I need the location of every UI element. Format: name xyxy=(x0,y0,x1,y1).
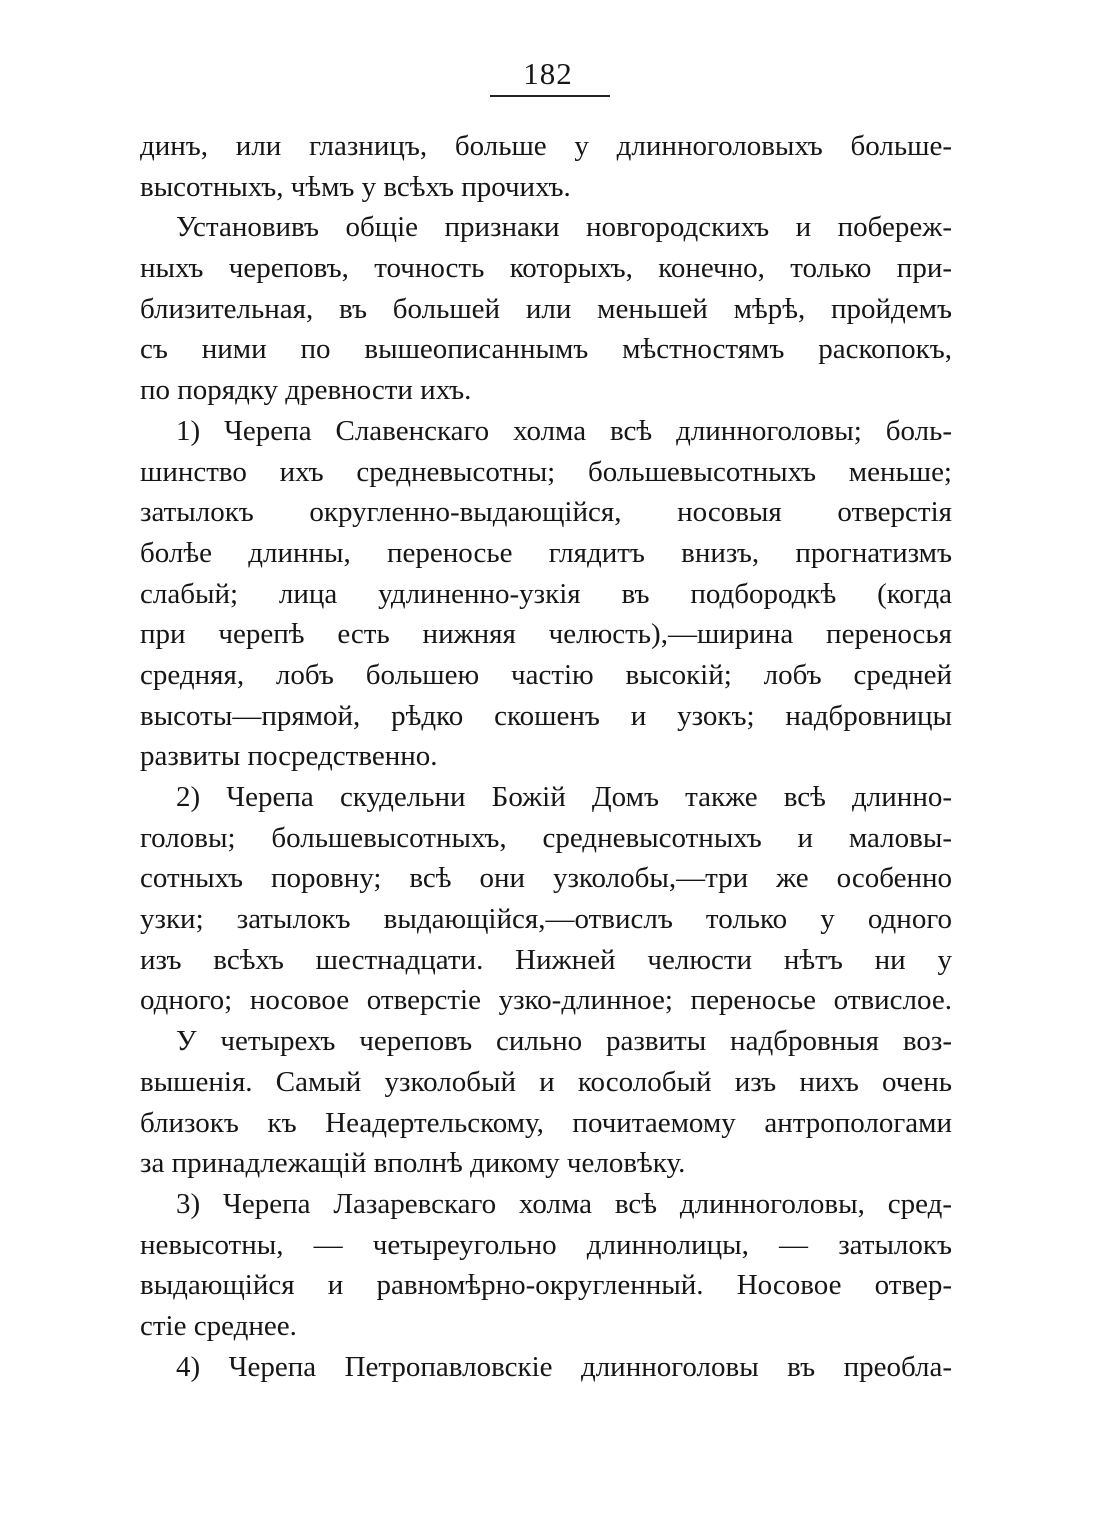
text-line: узки; затылокъ выдающійся,—отвислъ только у одного xyxy=(140,903,952,936)
text-line: одного; носовое отверстіе узко-длинное; переносье отвислое. xyxy=(140,984,952,1017)
text-line: слабый; лица удлиненно-узкія въ подбородкѣ (когда xyxy=(140,577,952,610)
text-line: высотныхъ, чѣмъ у всѣхъ прочихъ. xyxy=(140,170,571,203)
text-line: 2) Черепа скудельни Божій Домъ также всѣ длинно- xyxy=(176,781,952,813)
text-line: 4) Черепа Петропавловскіе длинноголовы въ преобла- xyxy=(176,1350,952,1383)
text-line: вышенія. Самый узколобый и косолобый изъ нихъ очень xyxy=(140,1065,952,1098)
text-line: У четырехъ череповъ сильно развиты надбровныя воз- xyxy=(176,1025,952,1058)
text-line: стіе среднее. xyxy=(140,1309,297,1342)
text-line: при черепѣ есть нижняя челюсть),—ширина переносья xyxy=(140,618,952,651)
text-line: развиты посредственно. xyxy=(140,740,438,773)
text-line: за принадлежащій вполнѣ дикому человѣку. xyxy=(140,1147,686,1180)
text-line: головы; большевысотныхъ, средневысотныхъ и маловы- xyxy=(140,821,952,854)
text-line: выдающійся и равномѣрно-округленный. Носовое отвер- xyxy=(140,1269,952,1302)
text-line: 1) Черепа Славенскаго холма всѣ длинноголовы; боль- xyxy=(176,414,952,447)
text-line: 3) Черепа Лазаревскаго холма всѣ длинноголовы, сред- xyxy=(176,1187,952,1220)
text-line: средняя, лобъ большею частію высокій; лобъ средней xyxy=(140,658,952,691)
text-line: ныхъ череповъ, точность которыхъ, конечно, только при- xyxy=(140,252,952,285)
text-line: шинство ихъ средневысотны; большевысотныхъ меньше; xyxy=(140,455,952,488)
text-line: по порядку древности ихъ. xyxy=(140,374,472,407)
text-line: съ ними по вышеописаннымъ мѣстностямъ раскопокъ, xyxy=(140,333,952,366)
text-line: близительная, въ большей или меньшей мѣрѣ, пройдемъ xyxy=(140,292,952,325)
text-line: изъ всѣхъ шестнадцати. Нижней челюсти нѣтъ ни у xyxy=(140,943,952,976)
text-line: невысотны, — четыреугольно длиннолицы, — затылокъ xyxy=(140,1228,952,1261)
body-text xyxy=(140,126,952,1387)
text-line: болѣе длинны, переносье глядитъ внизъ, прогнатизмъ xyxy=(140,536,952,569)
page-number-rule xyxy=(490,95,610,97)
text-line: близокъ къ Неадертельскому, почитаемому антропологами xyxy=(140,1106,952,1139)
text-line: сотныхъ поровну; всѣ они узколобы,—три же особенно xyxy=(140,862,952,895)
text-line: затылокъ округленно-выдающійся, носовыя отверстія xyxy=(140,496,952,529)
text-line: высоты—прямой, рѣдко скошенъ и узокъ; надбровницы xyxy=(140,699,952,732)
text-line: Установивъ общіе признаки новгородскихъ и побереж- xyxy=(176,211,952,244)
text-line: динъ, или глазницъ, больше у длинноголовыхъ больше- xyxy=(140,130,952,162)
page-number: 182 xyxy=(523,56,573,91)
